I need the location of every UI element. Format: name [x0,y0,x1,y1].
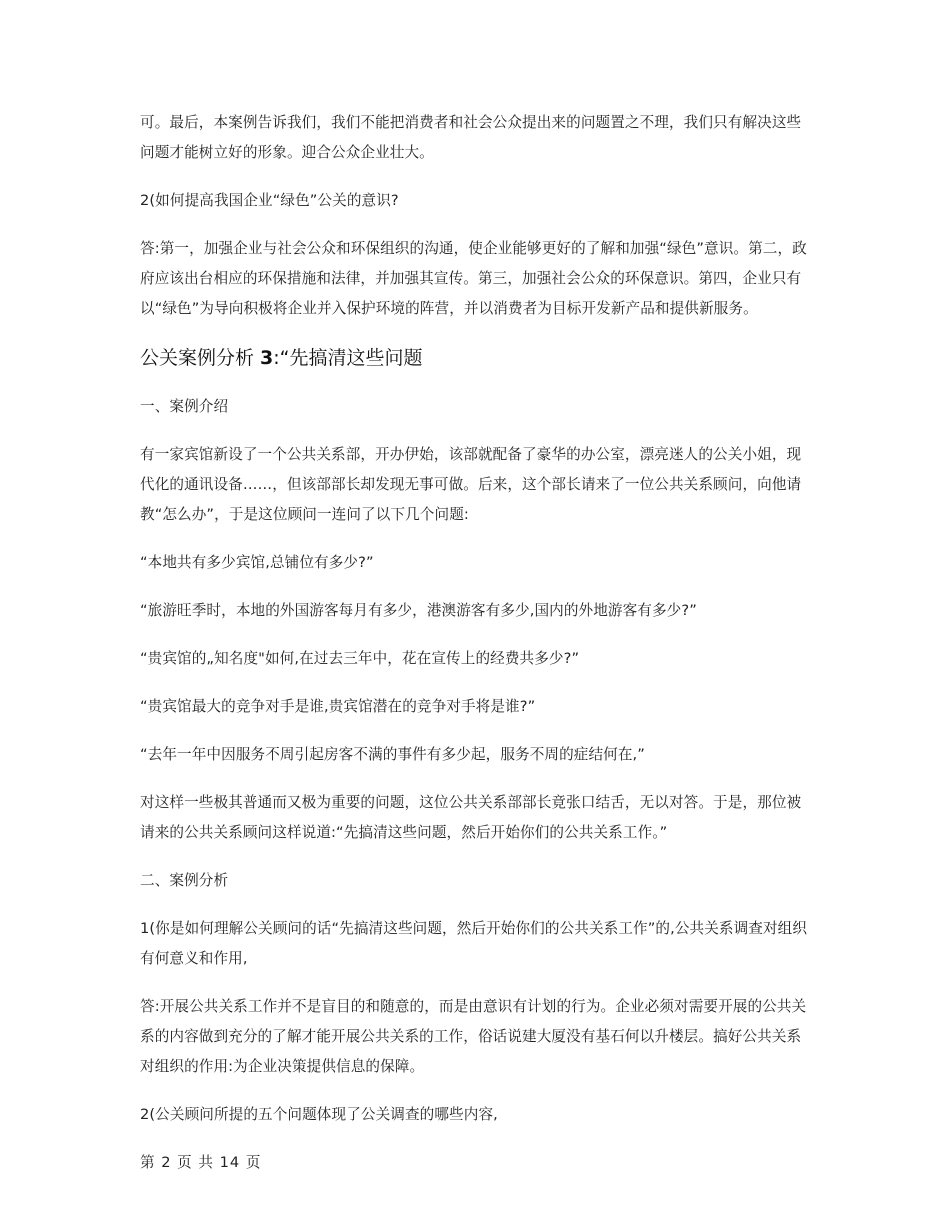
analysis-answer-1: 答:开展公共关系工作并不是盲目的和随意的，而是由意识有计划的行为。企业必须对需要开展的公共关系的内容做到充分的了解才能开展公共关系的工作，俗话说建大厦没有基石何以升楼层。搞好公共关系对组织的作用:为企业决策提供信息的保障。 [140,998,807,1075]
answer-green-pr: 答:第一，加强企业与社会公众和环保组织的沟通，使企业能够更好的了解和加强“绿色”意识。第二，政府应该出台相应的环保措施和法律，并加强其宣传。第三，加强社会公众的环保意识。第四，企业只有以“绿色”为导向积极将企业并入保护环境的阵营，并以消费者为目标开发新产品和提供新服务。 [140,240,807,317]
analysis-question-2: 2(公关顾问所提的五个问题体现了公关调查的哪些内容, [140,1106,498,1123]
paragraph-conclusion: 可。最后，本案例告诉我们，我们不能把消费者和社会公众提出来的问题置之不理，我们只有解决这些问题才能树立好的形象。迎合公众企业壮大。 [140,114,802,161]
consultant-question: “贵宾馆的„知名度"如何,在过去三年中，花在宣传上的经费共多少?” [140,650,580,667]
consultant-question: “去年一年中因服务不周引起房客不满的事件有多少起，服务不周的症结何在,” [140,746,645,763]
director-response: 对这样一些极其普通而又极为重要的问题，这位公共关系部部长竟张口结舌，无以对答。于是，那位被请来的公共关系顾问这样说道:“先搞清这些问题，然后开始你们的公共关系工作。” [140,794,802,841]
document-page [140,108,812,1178]
case-intro: 有一家宾馆新设了一个公共关系部，开办伊始，该部就配备了豪华的办公室，漂亮迷人的公关小姐，现代化的通讯设备……，但该部部长却发现无事可做。后来，这个部长请来了一位公共关系顾问，向他请教“怎么办”，于是这位顾问一连问了以下几个问题: [140,446,802,523]
consultant-question: “旅游旺季时，本地的外国游客每月有多少，港澳游客有多少,国内的外地游客有多少?” [140,602,697,619]
section1-title: 一、案例介绍 [140,398,229,415]
section-heading [140,340,812,376]
heading-number: 3 [260,347,274,369]
heading-suffix: :“先搞清这些问题 [273,347,423,369]
analysis-question-1: 1(你是如何理解公关顾问的话“先搞清这些问题，然后开始你们的公共关系工作”的,公共关系调查对组织有何意义和作用, [140,920,808,967]
question-green-pr: 2(如何提高我国企业“绿色”公关的意识? [140,192,399,209]
consultant-question: “贵宾馆最大的竞争对手是谁,贵宾馆潜在的竞争对手将是谁?” [140,698,536,715]
section2-title: 二、案例分析 [140,872,229,889]
consultant-question: “本地共有多少宾馆,总铺位有多少?” [140,554,374,571]
heading-prefix: 公关案例分析 [140,347,261,369]
page-footer: 第 2 页 共 14 页 [140,1154,262,1171]
